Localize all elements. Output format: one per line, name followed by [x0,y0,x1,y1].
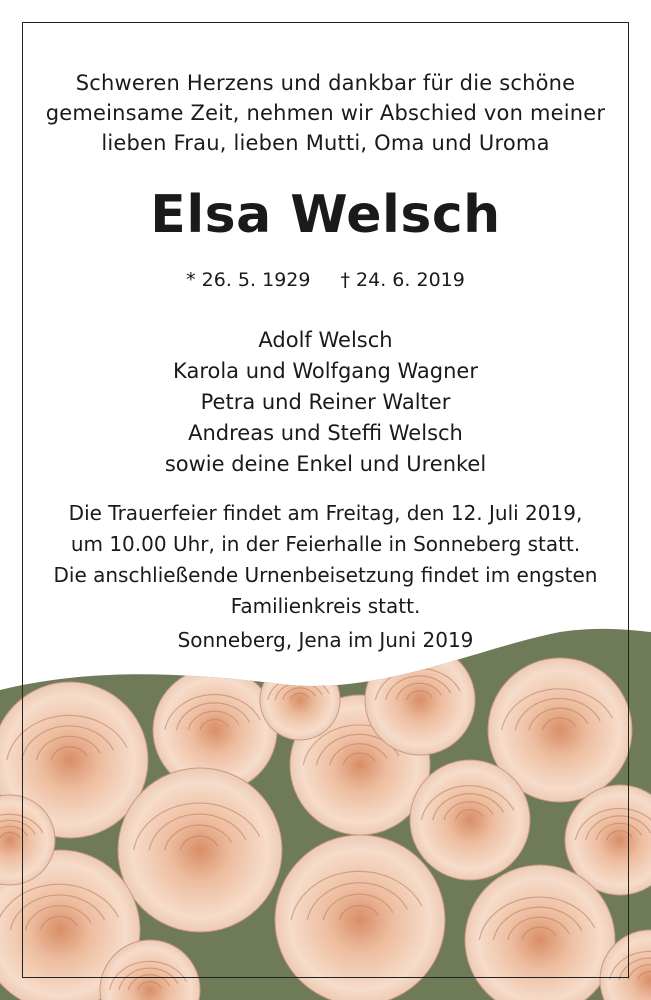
mourners-list [0,325,651,480]
intro-line: gemeinsame Zeit, nehmen wir Abschied von meiner [45,101,606,125]
mourner: Andreas und Steffi Welsch [188,421,463,445]
ceremony-line: Familienkreis statt. [230,594,421,618]
mourner: sowie deine Enkel und Urenkel [164,452,487,476]
ceremony-line: um 10.00 Uhr, in der Feierhalle in Sonneberg statt. [70,532,581,556]
intro-text [0,68,651,158]
intro-line: Schweren Herzens und dankbar für die schöne [75,71,576,95]
ceremony-line: Die anschließende Urnenbeisetzung findet im engsten [53,563,598,587]
rose [410,760,530,880]
ceremony-line: Die Trauerfeier findet am Freitag, den 12. Juli 2019, [68,501,583,525]
rose [275,835,445,1000]
intro-line: lieben Frau, lieben Mutti, Oma und Uroma [101,131,550,155]
mourner: Adolf Welsch [258,328,393,352]
place-and-date: Sonneberg, Jena im Juni 2019 [177,628,474,652]
ceremony-info [0,498,651,622]
deceased-name: Elsa Welsch [150,185,501,245]
mourner: Petra und Reiner Walter [200,390,451,414]
death-date: † 24. 6. 2019 [340,269,465,291]
rose [260,660,340,740]
rose [118,768,282,932]
rose [365,645,475,755]
mourner: Karola und Wolfgang Wagner [173,359,478,383]
life-dates [0,267,651,293]
birth-date: * 26. 5. 1929 [186,269,311,291]
